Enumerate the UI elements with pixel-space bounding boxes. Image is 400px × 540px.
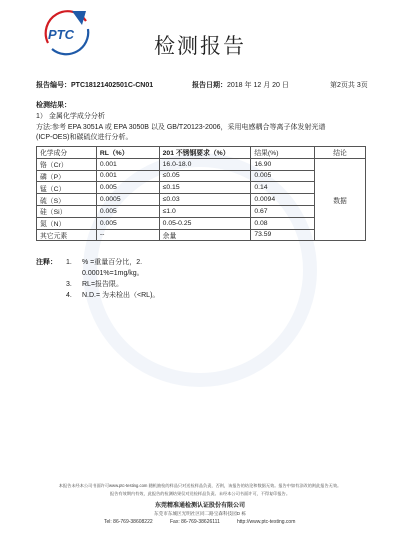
test-item: 1） 金属化学成分分析 [36, 113, 105, 120]
footer-disclaimer-1: 本报告未经本公司书面许可www.ptc-testing.com 随机抽检的样品只对送检样品负责，否则，该报告的结论和数据无效。报告中如有涂改的则此报告无效。 [58, 483, 342, 488]
note-4-number: 4. [66, 292, 72, 299]
footer-address: 东莞市东城区光明社区同二路宝森科技园D 栋 [154, 511, 246, 516]
cell-rl: 0.001 [96, 158, 159, 170]
cell-element: 锰（C） [37, 182, 97, 194]
note-1-text: % =重量百分比，2. [82, 259, 143, 266]
report-number [36, 80, 153, 90]
cell-element: 硫（S） [37, 194, 97, 206]
cell-element: 其它元素 [37, 229, 97, 241]
page-number: 第2页共 3页 [330, 82, 368, 89]
report-number-value: PTC18121402501C-CN01 [71, 82, 154, 89]
results-table [36, 146, 366, 241]
method-line-1: 方法:参考 EPA 3051A 或 EPA 3050B 以及 GB/T20123-2006，采用电感耦合等离子体发射光谱 [36, 124, 326, 131]
footer-disclaimer-2: 报告有效期内有效，此报告的检测结果仅对送检样品负责。未经本公司书面许可，不得复印报告。 [109, 491, 291, 496]
cell-result: 0.0094 [251, 194, 315, 206]
cell-requirement: ≤0.15 [159, 182, 251, 194]
footer-fax: Fax: 86-769-38626111 [170, 519, 220, 525]
cell-element: 铬（Cr） [37, 158, 97, 170]
cell-rl: 0.005 [96, 182, 159, 194]
cell-element: 磷（P） [37, 170, 97, 182]
footer-company: 东莞精准通检测认证股份有限公司 [154, 503, 245, 509]
cell-result: 0.005 [251, 170, 315, 182]
cell-requirement: 0.05-0.25 [159, 217, 251, 229]
header-cell: 化学成分 [37, 147, 97, 159]
cell-requirement: ≤1.0 [159, 205, 251, 217]
cell-rl: 0.005 [96, 205, 159, 217]
report-date [192, 80, 289, 90]
note-3-text: RL=报告限。 [82, 281, 124, 288]
notes-label: 注释： [36, 259, 57, 266]
cell-conclusion: 数据 [315, 158, 366, 241]
method-line-2: (ICP-OES)和碳硫仪进行分析。 [36, 134, 133, 141]
footer-website: http://www.ptc-testing.com [237, 519, 296, 525]
logo-text: PTC [48, 27, 74, 42]
note-3-number: 3. [66, 281, 72, 288]
cell-rl: 0.005 [96, 217, 159, 229]
cell-result: 73.59 [251, 229, 315, 241]
note-1-number: 1. [66, 259, 72, 266]
cell-requirement: ≤0.03 [159, 194, 251, 206]
cell-element: 硅（Si） [37, 205, 97, 217]
report-date-value: 2018 年 12 月 20 日 [227, 82, 289, 89]
results-heading: 检测结果： [36, 102, 71, 109]
cell-requirement: ≤0.05 [159, 170, 251, 182]
page-title: 检测报告 [154, 34, 246, 58]
cell-result: 0.67 [251, 205, 315, 217]
cell-rl: -- [96, 229, 159, 241]
footer-tel: Tel: 86-769-38608222 [104, 519, 153, 525]
cell-element: 氮（N） [37, 217, 97, 229]
header-cell: 201 不锈钢要求（%） [159, 147, 251, 159]
cell-result: 16.90 [251, 158, 315, 170]
footer-contacts [0, 519, 400, 528]
cell-rl: 0.0005 [96, 194, 159, 206]
header-cell: 结论 [315, 147, 366, 159]
cell-result: 0.14 [251, 182, 315, 194]
table-row [37, 158, 366, 170]
table-header-row [37, 147, 366, 159]
header-cell: 结果(%) [251, 147, 315, 159]
cell-result: 0.08 [251, 217, 315, 229]
report-date-label: 报告日期： [192, 82, 227, 89]
note-2-text: 0.0001%=1mg/kg。 [82, 270, 144, 277]
cell-rl: 0.001 [96, 170, 159, 182]
note-4-text: N.D.= 为未检出（<RL)。 [82, 292, 160, 299]
cell-requirement: 余量 [159, 229, 251, 241]
cell-requirement: 16.0-18.0 [159, 158, 251, 170]
header-cell: RL（%） [96, 147, 159, 159]
report-number-label: 报告编号： [36, 82, 71, 89]
